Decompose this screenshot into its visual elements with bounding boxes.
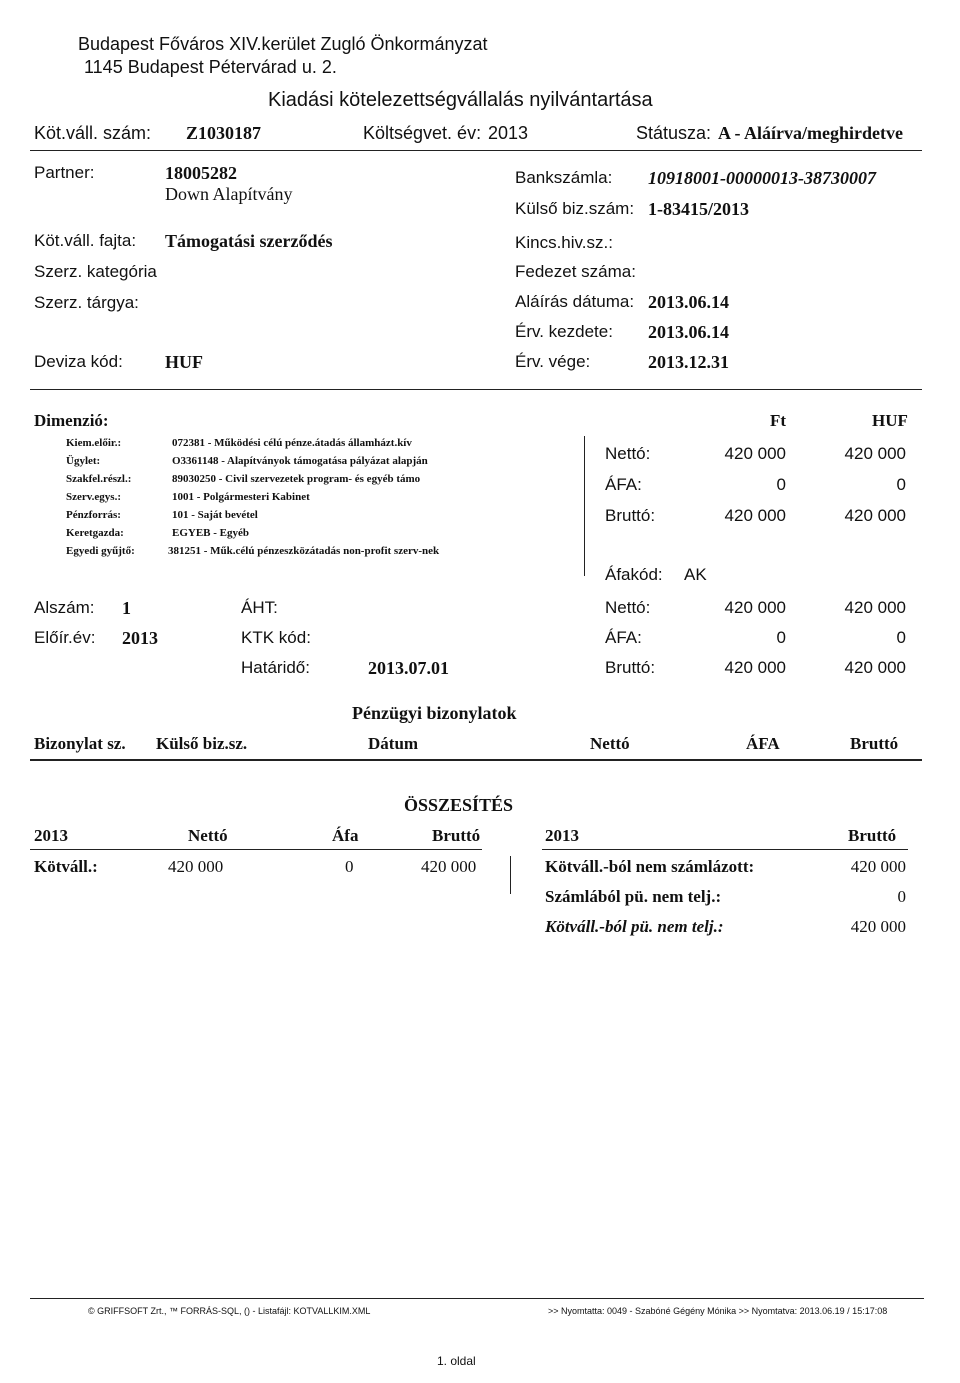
erv-vege-label: Érv. vége: <box>515 352 591 371</box>
alszam-label: Alszám: <box>34 598 95 617</box>
osszesites-right-row-label: Kötváll.-ból pü. nem telj.: <box>545 917 724 936</box>
dimenzio-row-label: Egyedi gyűjtő: <box>66 545 135 557</box>
statusz-label: Státusza: <box>636 123 712 143</box>
penzugyi-title: Pénzügyi bizonylatok <box>352 703 517 723</box>
deviza-label: Deviza kód: <box>34 352 123 371</box>
kulso-biz-label: Külső biz.szám: <box>515 199 635 218</box>
dimenzio-row-value: 1001 - Polgármesteri Kabinet <box>172 491 310 503</box>
kotvall-afa: 0 <box>345 857 354 876</box>
afakod-label: Áfakód: <box>605 565 663 584</box>
header-divider <box>30 150 922 151</box>
osszesites-left-year: 2013 <box>34 826 68 845</box>
osszesites-right-row-label: Kötváll.-ból nem számlázott: <box>545 857 755 876</box>
osszesites-vertical-divider <box>510 856 511 894</box>
col-brutto: Bruttó <box>850 734 899 753</box>
targya-label: Szerz. tárgya: <box>34 293 139 312</box>
dimenzio-row-value: 072381 - Működési célú pénze.átadás államházt.kív <box>172 437 412 449</box>
eloir-ev: 2013 <box>122 628 158 648</box>
fajta: Támogatási szerződés <box>165 231 333 251</box>
dimenzio-row-label: Ügylet: <box>66 455 101 467</box>
dimenzio-row-label: Pénzforrás: <box>66 509 121 521</box>
osszesites-right-col-brutto: Bruttó <box>848 826 897 845</box>
dimenzio-vertical-divider <box>584 436 585 576</box>
dimenzio-row-label: Kiem.előir.: <box>66 437 122 449</box>
col-afa: ÁFA <box>746 734 780 753</box>
org-address: 1145 Budapest Pétervárad u. 2. <box>84 57 337 77</box>
dimenzio-total-label: Nettó: <box>605 444 651 463</box>
osszesites-right-divider <box>542 849 908 850</box>
fajta-label: Köt.váll. fajta: <box>34 231 137 250</box>
alszam-total-ft: 0 <box>776 628 786 647</box>
bankszamla-label: Bankszámla: <box>515 168 613 187</box>
partner-label: Partner: <box>34 163 95 182</box>
dimenzio-total-ft: 420 000 <box>724 506 786 525</box>
col-ft-header: Ft <box>770 411 787 430</box>
ktk-label: KTK kód: <box>241 628 311 647</box>
col-kulso-biz-sz: Külső biz.sz. <box>156 734 248 753</box>
osszesites-left-divider <box>30 849 482 850</box>
partner-id: 18005282 <box>165 163 237 183</box>
org-name: Budapest Főváros XIV.kerület Zugló Önkormányzat <box>78 34 488 54</box>
hatarido-label: Határidő: <box>241 658 310 677</box>
dimenzio-row-value: EGYEB - Egyéb <box>172 527 250 539</box>
dimenzio-row-label: Keretgazda: <box>66 527 124 539</box>
afakod: AK <box>684 565 707 584</box>
alszam-total-huf: 0 <box>896 628 906 647</box>
col-bizonylat-sz: Bizonylat sz. <box>34 734 126 753</box>
partner-name: Down Alapítvány <box>165 184 293 204</box>
dimenzio-row-label: Szerv.egys.: <box>66 491 121 503</box>
kategoria-label: Szerz. kategória <box>34 262 157 281</box>
alairas-datum: 2013.06.14 <box>648 292 729 312</box>
dimenzio-row-value: O3361148 - Alapítványok támogatása pályázat alapján <box>172 455 428 467</box>
osszesites-right-row-label: Számlából pü. nem telj.: <box>545 887 722 906</box>
osszesites-right-row-value: 0 <box>897 887 906 906</box>
erv-kezdete-label: Érv. kezdete: <box>515 322 613 341</box>
osszesites-col-afa: Áfa <box>332 826 359 845</box>
erv-kezdete: 2013.06.14 <box>648 322 729 342</box>
osszesites-right-row-value: 420 000 <box>850 857 906 876</box>
alszam: 1 <box>122 598 131 618</box>
col-datum: Dátum <box>368 734 419 753</box>
alszam-total-huf: 420 000 <box>844 658 906 677</box>
alszam-total-label: Nettó: <box>605 598 651 617</box>
aht-label: ÁHT: <box>241 598 278 617</box>
penzugyi-divider <box>30 759 922 761</box>
dimenzio-total-label: ÁFA: <box>605 475 642 494</box>
kulso-biz: 1-83415/2013 <box>648 199 749 219</box>
kotvall-label: Kötváll.: <box>34 857 98 876</box>
statusz: A - Aláírva/meghirdetve <box>718 123 903 143</box>
kotvall-szam: Z1030187 <box>186 123 262 143</box>
dimenzio-total-label: Bruttó: <box>605 506 656 525</box>
footer-left: © GRIFFSOFT Zrt., ™ FORRÁS-SQL, () - Listafájl: KOTVALLKIM.XML <box>88 1306 371 1316</box>
eloir-label: Előír.év: <box>34 628 96 647</box>
col-netto: Nettó <box>590 734 630 753</box>
footer-divider <box>30 1298 924 1299</box>
koltsegvet-ev-label: Költségvet. év: <box>363 123 482 143</box>
alszam-total-label: ÁFA: <box>605 628 642 647</box>
partner-divider <box>30 389 922 390</box>
dimenzio-row-value: 89030250 - Civil szervezetek program- és egyéb támo <box>172 473 421 485</box>
fedezet-label: Fedezet száma: <box>515 262 636 281</box>
dimenzio-total-ft: 0 <box>776 475 786 494</box>
erv-vege: 2013.12.31 <box>648 352 729 372</box>
dimenzio-total-huf: 420 000 <box>844 444 906 463</box>
alairas-label: Aláírás dátuma: <box>515 292 635 311</box>
osszesites-col-netto: Nettó <box>188 826 228 845</box>
dimenzio-row-label: Szakfel.részl.: <box>66 473 132 485</box>
osszesites-title: ÖSSZESÍTÉS <box>404 795 514 815</box>
hatarido: 2013.07.01 <box>368 658 449 678</box>
dimenzio-row-value: 381251 - Műk.célú pénzeszközátadás non-profit szerv-nek <box>168 545 440 557</box>
koltsegvet-ev: 2013 <box>488 123 529 143</box>
kotvall-netto: 420 000 <box>168 857 224 876</box>
osszesites-right-row-value: 420 000 <box>850 917 906 936</box>
dimenzio-total-ft: 420 000 <box>724 444 786 463</box>
alszam-total-label: Bruttó: <box>605 658 656 677</box>
footer-right: >> Nyomtatta: 0049 - Szabóné Gégény Mónika >> Nyomtatva: 2013.06.19 / 15:17:08 <box>548 1306 888 1316</box>
alszam-total-ft: 420 000 <box>724 598 786 617</box>
kotvall-szam-label: Köt.váll. szám: <box>34 123 152 143</box>
bankszamla: 10918001-00000013-38730007 <box>648 168 876 188</box>
kotvall-brutto: 420 000 <box>421 857 477 876</box>
dimenzio-total-huf: 420 000 <box>844 506 906 525</box>
dimenzio-total-huf: 0 <box>896 475 906 494</box>
deviza: HUF <box>165 352 203 372</box>
kincs-label: Kincs.hiv.sz.: <box>515 233 613 252</box>
dimenzio-label: Dimenzió: <box>34 411 109 430</box>
osszesites-col-brutto: Bruttó <box>432 826 481 845</box>
col-huf-header: HUF <box>872 411 908 430</box>
alszam-total-huf: 420 000 <box>844 598 906 617</box>
osszesites-right-year: 2013 <box>545 826 579 845</box>
alszam-total-ft: 420 000 <box>724 658 786 677</box>
document-title: Kiadási kötelezettségvállalás nyilvántartása <box>268 89 653 111</box>
page-number: 1. oldal <box>437 1354 476 1368</box>
dimenzio-row-value: 101 - Saját bevétel <box>172 509 258 521</box>
